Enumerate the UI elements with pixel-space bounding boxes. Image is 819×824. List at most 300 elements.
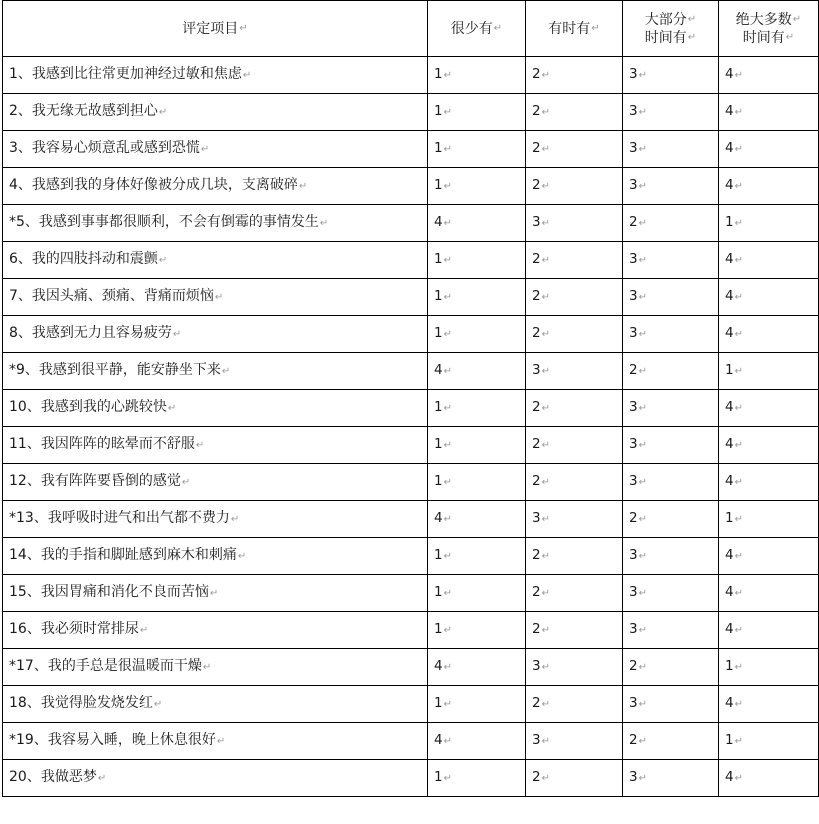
score-cell <box>428 390 526 427</box>
score-value: 2 <box>629 510 638 526</box>
score-cell <box>623 723 719 760</box>
score-value: 2 <box>532 769 541 785</box>
paragraph-mark-icon: ↵ <box>443 773 452 784</box>
score-cell <box>623 686 719 723</box>
paragraph-mark-icon: ↵ <box>541 736 550 747</box>
score-cell <box>428 464 526 501</box>
score-value: 1 <box>725 214 734 230</box>
paragraph-mark-icon: ↵ <box>541 366 550 377</box>
table-row <box>3 242 819 279</box>
table-row <box>3 205 819 242</box>
score-cell <box>719 575 819 612</box>
paragraph-mark-icon: ↵ <box>443 440 452 451</box>
score-cell <box>526 242 623 279</box>
item-text: 11、我因阵阵的眩晕而不舒服 <box>9 436 195 452</box>
score-value: 4 <box>434 362 443 378</box>
paragraph-mark-icon: ↵ <box>541 292 550 303</box>
item-text: 4、我感到我的身体好像被分成几块，支离破碎 <box>9 177 298 193</box>
score-value: 4 <box>434 510 443 526</box>
table-row <box>3 316 819 353</box>
score-cell <box>623 353 719 390</box>
table-row <box>3 353 819 390</box>
header-label: 很少有 <box>450 20 493 37</box>
item-cell <box>3 353 428 390</box>
paragraph-mark-icon: ↵ <box>443 477 452 488</box>
score-value: 2 <box>532 547 541 563</box>
paragraph-mark-icon: ↵ <box>541 773 550 784</box>
paragraph-mark-icon: ↵ <box>734 625 743 636</box>
paragraph-mark-icon: ↵ <box>638 292 647 303</box>
paragraph-mark-icon: ↵ <box>209 588 219 599</box>
item-text: 15、我因胃痛和消化不良而苦恼 <box>9 584 209 600</box>
score-value: 1 <box>725 362 734 378</box>
score-cell <box>526 390 623 427</box>
score-value: 1 <box>434 621 443 637</box>
paragraph-mark-icon: ↵ <box>638 181 647 192</box>
paragraph-mark-icon: ↵ <box>239 22 248 34</box>
paragraph-mark-icon: ↵ <box>638 329 647 340</box>
paragraph-mark-icon: ↵ <box>734 329 743 340</box>
item-text: 7、我因头痛、颈痛、背痛而烦恼 <box>9 288 214 304</box>
score-value: 3 <box>629 473 638 489</box>
item-cell <box>3 427 428 464</box>
paragraph-mark-icon: ↵ <box>734 588 743 599</box>
paragraph-mark-icon: ↵ <box>167 403 177 414</box>
paragraph-mark-icon: ↵ <box>541 70 550 81</box>
score-value: 4 <box>434 732 443 748</box>
table-row <box>3 131 819 168</box>
score-cell <box>623 57 719 94</box>
score-value: 1 <box>434 436 443 452</box>
item-text: *19、我容易入睡，晚上休息很好 <box>9 732 216 748</box>
score-value: 4 <box>725 66 734 82</box>
score-cell <box>428 427 526 464</box>
score-cell <box>526 538 623 575</box>
score-value: 2 <box>629 362 638 378</box>
score-cell <box>719 686 819 723</box>
paragraph-mark-icon: ↵ <box>734 181 743 192</box>
table-row <box>3 464 819 501</box>
item-cell <box>3 538 428 575</box>
score-cell <box>719 501 819 538</box>
paragraph-mark-icon: ↵ <box>734 514 743 525</box>
paragraph-mark-icon: ↵ <box>734 366 743 377</box>
score-cell <box>526 57 623 94</box>
score-cell <box>623 390 719 427</box>
paragraph-mark-icon: ↵ <box>443 329 452 340</box>
header-row <box>3 1 819 57</box>
score-cell <box>623 575 719 612</box>
item-cell <box>3 612 428 649</box>
header-label: 时间有 <box>644 29 687 46</box>
paragraph-mark-icon: ↵ <box>541 107 550 118</box>
item-cell <box>3 501 428 538</box>
score-value: 1 <box>434 769 443 785</box>
paragraph-mark-icon: ↵ <box>734 70 743 81</box>
score-cell <box>428 501 526 538</box>
paragraph-mark-icon: ↵ <box>541 625 550 636</box>
score-value: 3 <box>629 399 638 415</box>
table-row <box>3 94 819 131</box>
paragraph-mark-icon: ↵ <box>443 403 452 414</box>
paragraph-mark-icon: ↵ <box>734 662 743 673</box>
score-cell <box>526 168 623 205</box>
score-value: 2 <box>532 103 541 119</box>
paragraph-mark-icon: ↵ <box>734 107 743 118</box>
table-row <box>3 427 819 464</box>
item-cell <box>3 390 428 427</box>
score-cell <box>526 316 623 353</box>
paragraph-mark-icon: ↵ <box>443 218 452 229</box>
score-value: 3 <box>629 547 638 563</box>
paragraph-mark-icon: ↵ <box>541 403 550 414</box>
paragraph-mark-icon: ↵ <box>541 477 550 488</box>
item-cell <box>3 316 428 353</box>
paragraph-mark-icon: ↵ <box>172 329 182 340</box>
score-value: 3 <box>629 695 638 711</box>
score-cell <box>623 612 719 649</box>
table-row <box>3 538 819 575</box>
score-cell <box>719 390 819 427</box>
score-value: 3 <box>629 621 638 637</box>
score-cell <box>428 131 526 168</box>
score-cell <box>428 94 526 131</box>
paragraph-mark-icon: ↵ <box>443 551 452 562</box>
paragraph-mark-icon: ↵ <box>687 31 697 43</box>
score-cell <box>526 464 623 501</box>
paragraph-mark-icon: ↵ <box>541 329 550 340</box>
score-value: 3 <box>532 362 541 378</box>
item-cell <box>3 205 428 242</box>
paragraph-mark-icon: ↵ <box>214 292 224 303</box>
score-cell <box>623 242 719 279</box>
score-cell <box>719 464 819 501</box>
score-cell <box>526 205 623 242</box>
score-cell <box>719 168 819 205</box>
paragraph-mark-icon: ↵ <box>230 514 240 525</box>
score-value: 4 <box>725 399 734 415</box>
score-value: 4 <box>725 103 734 119</box>
paragraph-mark-icon: ↵ <box>638 403 647 414</box>
paragraph-mark-icon: ↵ <box>200 144 210 155</box>
table-body <box>3 57 819 797</box>
score-cell <box>526 723 623 760</box>
paragraph-mark-icon: ↵ <box>541 218 550 229</box>
paragraph-mark-icon: ↵ <box>541 588 550 599</box>
paragraph-mark-icon: ↵ <box>443 255 452 266</box>
score-value: 2 <box>629 732 638 748</box>
item-text: 16、我必须时常排尿 <box>9 621 139 637</box>
score-cell <box>719 723 819 760</box>
score-cell <box>719 649 819 686</box>
paragraph-mark-icon: ↵ <box>734 773 743 784</box>
paragraph-mark-icon: ↵ <box>541 181 550 192</box>
item-text: 6、我的四肢抖动和震颤 <box>9 251 158 267</box>
table-row <box>3 279 819 316</box>
score-value: 2 <box>532 251 541 267</box>
score-value: 3 <box>629 140 638 156</box>
paragraph-mark-icon: ↵ <box>195 440 205 451</box>
score-cell <box>428 575 526 612</box>
paragraph-mark-icon: ↵ <box>734 218 743 229</box>
header-item <box>3 1 428 57</box>
score-value: 2 <box>629 214 638 230</box>
item-text: 8、我感到无力且容易疲劳 <box>9 325 172 341</box>
score-cell <box>719 131 819 168</box>
score-cell <box>623 649 719 686</box>
table-row <box>3 575 819 612</box>
score-value: 3 <box>629 288 638 304</box>
table-row <box>3 760 819 797</box>
score-value: 3 <box>629 584 638 600</box>
score-cell <box>623 168 719 205</box>
paragraph-mark-icon: ↵ <box>638 255 647 266</box>
paragraph-mark-icon: ↵ <box>638 144 647 155</box>
score-value: 2 <box>532 436 541 452</box>
paragraph-mark-icon: ↵ <box>591 22 600 34</box>
item-text: 10、我感到我的心跳较快 <box>9 399 167 415</box>
table-row <box>3 57 819 94</box>
score-value: 2 <box>532 695 541 711</box>
paragraph-mark-icon: ↵ <box>638 773 647 784</box>
paragraph-mark-icon: ↵ <box>443 625 452 636</box>
paragraph-mark-icon: ↵ <box>734 403 743 414</box>
score-value: 1 <box>434 584 443 600</box>
score-cell <box>719 205 819 242</box>
paragraph-mark-icon: ↵ <box>734 144 743 155</box>
table-row <box>3 390 819 427</box>
paragraph-mark-icon: ↵ <box>734 292 743 303</box>
score-value: 4 <box>725 695 734 711</box>
paragraph-mark-icon: ↵ <box>638 440 647 451</box>
paragraph-mark-icon: ↵ <box>638 514 647 525</box>
paragraph-mark-icon: ↵ <box>541 255 550 266</box>
paragraph-mark-icon: ↵ <box>298 181 308 192</box>
score-cell <box>428 242 526 279</box>
score-cell <box>719 279 819 316</box>
score-cell <box>428 538 526 575</box>
score-value: 4 <box>725 473 734 489</box>
score-cell <box>719 427 819 464</box>
paragraph-mark-icon: ↵ <box>638 625 647 636</box>
score-value: 4 <box>725 769 734 785</box>
score-value: 4 <box>725 251 734 267</box>
paragraph-mark-icon: ↵ <box>638 662 647 673</box>
score-cell <box>526 131 623 168</box>
paragraph-mark-icon: ↵ <box>734 551 743 562</box>
score-value: 3 <box>629 436 638 452</box>
score-value: 3 <box>629 66 638 82</box>
header-label: 评定项目 <box>182 20 239 37</box>
score-cell <box>719 760 819 797</box>
score-value: 3 <box>629 251 638 267</box>
score-cell <box>623 427 719 464</box>
score-cell <box>526 575 623 612</box>
score-cell <box>428 760 526 797</box>
paragraph-mark-icon: ↵ <box>734 736 743 747</box>
paragraph-mark-icon: ↵ <box>443 292 452 303</box>
paragraph-mark-icon: ↵ <box>785 31 795 43</box>
score-value: 2 <box>532 140 541 156</box>
header-sometimes <box>526 1 623 57</box>
paragraph-mark-icon: ↵ <box>541 662 550 673</box>
score-value: 3 <box>629 177 638 193</box>
item-cell <box>3 686 428 723</box>
table-row <box>3 649 819 686</box>
header-label: 绝大多数 <box>735 11 792 28</box>
paragraph-mark-icon: ↵ <box>202 662 212 673</box>
item-text: *17、我的手总是很温暖而干燥 <box>9 658 202 674</box>
score-cell <box>526 612 623 649</box>
item-cell <box>3 279 428 316</box>
score-cell <box>623 205 719 242</box>
paragraph-mark-icon: ↵ <box>792 13 802 25</box>
paragraph-mark-icon: ↵ <box>734 699 743 710</box>
paragraph-mark-icon: ↵ <box>734 477 743 488</box>
score-value: 4 <box>434 658 443 674</box>
score-value: 2 <box>532 288 541 304</box>
score-value: 1 <box>434 288 443 304</box>
paragraph-mark-icon: ↵ <box>181 477 191 488</box>
score-cell <box>428 353 526 390</box>
paragraph-mark-icon: ↵ <box>734 255 743 266</box>
score-cell <box>526 649 623 686</box>
paragraph-mark-icon: ↵ <box>541 551 550 562</box>
item-text: 20、我做恶梦 <box>9 769 97 785</box>
score-value: 1 <box>434 325 443 341</box>
paragraph-mark-icon: ↵ <box>443 699 452 710</box>
score-cell <box>623 760 719 797</box>
item-cell <box>3 649 428 686</box>
score-cell <box>623 501 719 538</box>
item-text: *13、我呼吸时进气和出气都不费力 <box>9 510 230 526</box>
table-row <box>3 168 819 205</box>
paragraph-mark-icon: ↵ <box>687 13 697 25</box>
paragraph-mark-icon: ↵ <box>638 107 647 118</box>
table-header <box>3 1 819 57</box>
score-value: 1 <box>434 251 443 267</box>
item-cell <box>3 242 428 279</box>
item-text: 14、我的手指和脚趾感到麻木和刺痛 <box>9 547 237 563</box>
paragraph-mark-icon: ↵ <box>139 625 149 636</box>
score-cell <box>526 353 623 390</box>
paragraph-mark-icon: ↵ <box>638 477 647 488</box>
paragraph-mark-icon: ↵ <box>97 773 107 784</box>
header-label: 大部分 <box>644 11 687 28</box>
rating-scale-table <box>2 0 819 797</box>
score-value: 2 <box>532 621 541 637</box>
paragraph-mark-icon: ↵ <box>443 736 452 747</box>
score-cell <box>719 94 819 131</box>
score-cell <box>719 612 819 649</box>
paragraph-mark-icon: ↵ <box>638 736 647 747</box>
score-value: 3 <box>532 214 541 230</box>
paragraph-mark-icon: ↵ <box>638 699 647 710</box>
paragraph-mark-icon: ↵ <box>541 514 550 525</box>
score-value: 4 <box>725 436 734 452</box>
score-value: 1 <box>434 547 443 563</box>
score-cell <box>623 94 719 131</box>
score-value: 1 <box>434 103 443 119</box>
score-cell <box>719 57 819 94</box>
score-value: 4 <box>725 177 734 193</box>
table-row <box>3 612 819 649</box>
score-cell <box>428 168 526 205</box>
paragraph-mark-icon: ↵ <box>638 218 647 229</box>
item-text: *5、我感到事事都很顺利，不会有倒霉的事情发生 <box>9 214 319 230</box>
score-value: 1 <box>434 473 443 489</box>
item-text: 1、我感到比往常更加神经过敏和焦虑 <box>9 66 242 82</box>
paragraph-mark-icon: ↵ <box>541 144 550 155</box>
paragraph-mark-icon: ↵ <box>319 218 329 229</box>
score-value: 1 <box>725 732 734 748</box>
score-value: 3 <box>532 732 541 748</box>
score-value: 1 <box>434 177 443 193</box>
paragraph-mark-icon: ↵ <box>242 70 252 81</box>
paragraph-mark-icon: ↵ <box>443 662 452 673</box>
paragraph-mark-icon: ↵ <box>443 181 452 192</box>
paragraph-mark-icon: ↵ <box>638 551 647 562</box>
score-cell <box>719 353 819 390</box>
score-value: 2 <box>532 66 541 82</box>
score-cell <box>428 205 526 242</box>
score-cell <box>428 649 526 686</box>
header-label: 有时有 <box>548 20 591 37</box>
item-cell <box>3 723 428 760</box>
paragraph-mark-icon: ↵ <box>734 440 743 451</box>
score-cell <box>526 427 623 464</box>
score-value: 1 <box>725 658 734 674</box>
header-most-of-time <box>623 1 719 57</box>
item-text: *9、我感到很平静，能安静坐下来 <box>9 362 221 378</box>
score-value: 3 <box>629 325 638 341</box>
score-value: 1 <box>434 399 443 415</box>
score-value: 3 <box>629 769 638 785</box>
paragraph-mark-icon: ↵ <box>237 551 247 562</box>
score-value: 4 <box>725 140 734 156</box>
paragraph-mark-icon: ↵ <box>153 699 163 710</box>
paragraph-mark-icon: ↵ <box>443 366 452 377</box>
score-cell <box>623 131 719 168</box>
score-value: 3 <box>629 103 638 119</box>
score-cell <box>428 612 526 649</box>
score-cell <box>428 279 526 316</box>
score-value: 4 <box>725 547 734 563</box>
table-row <box>3 501 819 538</box>
paragraph-mark-icon: ↵ <box>493 22 503 34</box>
table-row <box>3 686 819 723</box>
paragraph-mark-icon: ↵ <box>443 70 452 81</box>
header-label: 时间有 <box>742 29 785 46</box>
item-text: 12、我有阵阵要昏倒的感觉 <box>9 473 181 489</box>
item-cell <box>3 131 428 168</box>
score-value: 3 <box>532 510 541 526</box>
item-text: 18、我觉得脸发烧发红 <box>9 695 153 711</box>
paragraph-mark-icon: ↵ <box>638 366 647 377</box>
score-cell <box>526 686 623 723</box>
score-value: 1 <box>725 510 734 526</box>
score-value: 2 <box>532 473 541 489</box>
item-cell <box>3 575 428 612</box>
score-cell <box>623 316 719 353</box>
score-value: 1 <box>434 66 443 82</box>
item-cell <box>3 57 428 94</box>
score-cell <box>719 538 819 575</box>
paragraph-mark-icon: ↵ <box>638 70 647 81</box>
header-rarely <box>428 1 526 57</box>
item-cell <box>3 168 428 205</box>
paragraph-mark-icon: ↵ <box>221 366 231 377</box>
